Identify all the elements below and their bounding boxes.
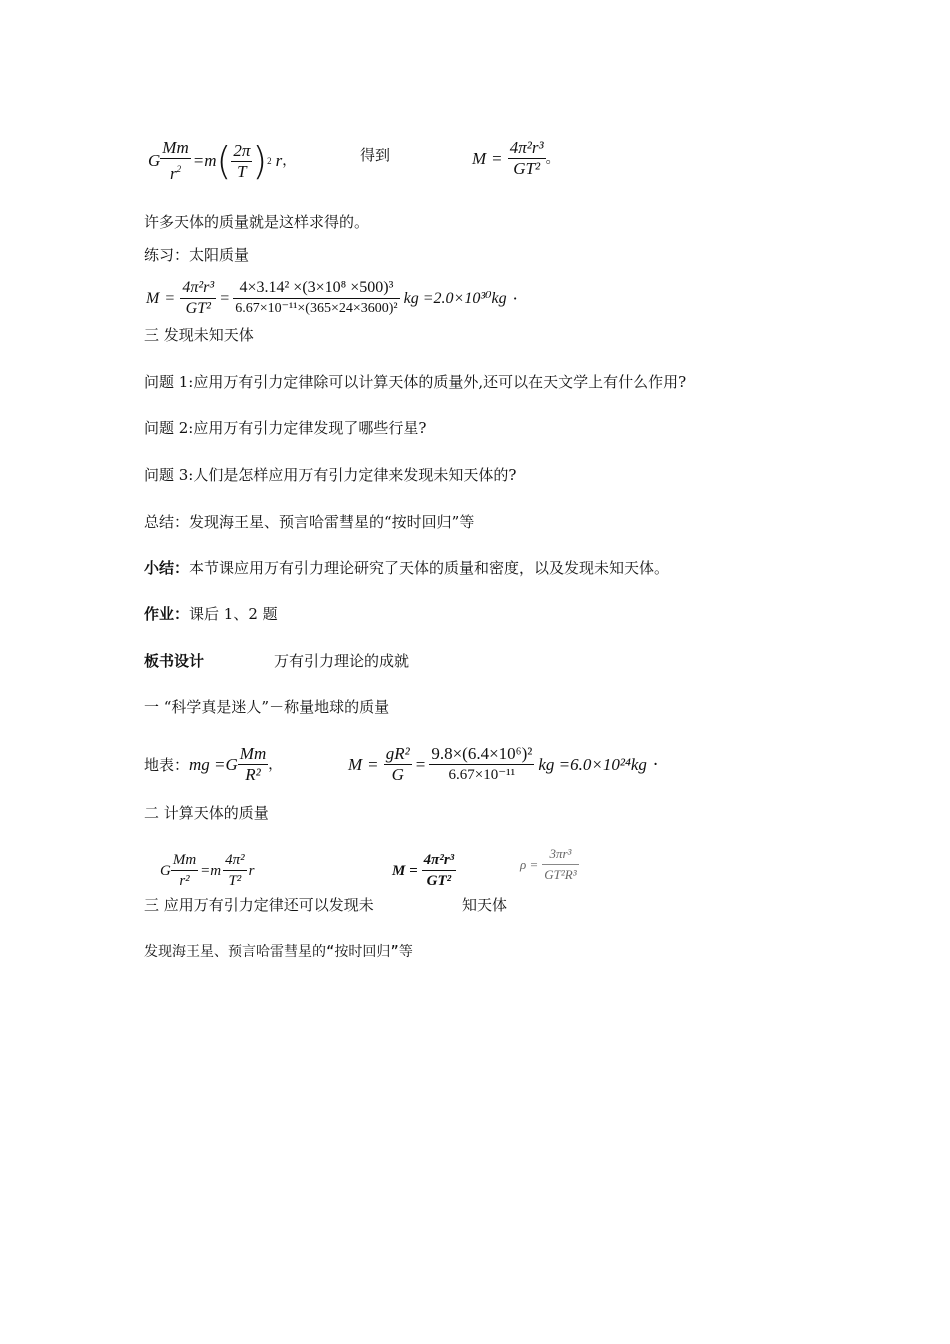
fraction-2pi-T: $\frac{2\pi}{T}$ — [233, 140, 251, 181]
formula-calc-density: ρ = $\frac{\text{3πr³}}{\text{GT²R³}}$ — [520, 846, 577, 882]
fraction-sun-1: $\frac{\text{4π²r³}}{\text{GT²}}$ — [182, 279, 215, 317]
line-many: 许多天体的质量就是这样求得的。 — [144, 213, 370, 231]
question-1: 问题 1:应用万有引力定律除可以计算天体的质量外,还可以在天文学上有什么作用? — [144, 373, 687, 391]
left-paren: ( — [216, 139, 232, 183]
fraction-sun-2: $\frac{\text{4×3.14² ×(3×10⁸ ×500)³}}{\text{6.67×10⁻¹¹×(365×24×3600)²}}$ — [235, 279, 398, 316]
question-3: 问题 3:人们是怎样应用万有引力定律来发现未知天体的? — [144, 466, 517, 484]
homework-text: 课后 1、2 题 — [189, 605, 278, 623]
fraction-earth-2: $\frac{\text{9.8×(6.4×10⁶)²}}{\text{6.67×10⁻¹¹}}$ — [431, 744, 533, 783]
fraction-Mm-r2: $\frac{Mm}{r^2}$ — [162, 138, 189, 183]
formula-calc-gravity: G $\frac{Mm}{\text{r²}}$ =m $\frac{\text{4π²}}{\text{T²}}$ r — [160, 852, 255, 889]
xiaojie-label: 小结： — [144, 559, 190, 577]
summary: 总结：发现海王星、预言哈雷彗星的“按时回归”等 — [144, 513, 475, 531]
homework — [144, 604, 278, 624]
board-item-3a: 三 应用万有引力定律还可以发现未 — [144, 896, 374, 914]
board-item-4: 发现海王星、预言哈雷彗星的“按时回归”等 — [144, 944, 413, 960]
formula-sun-mass: M = $\frac{\text{4π²r³}}{\text{GT²}}$ = $\frac{\text{4×3.14² ×(3×10⁸ ×500)³}}{\text{6.67×10⁻¹¹×(365×24×3600)²}}$ kg =2.0×10³⁰kg · — [146, 279, 518, 317]
xiaojie-text: 本节课应用万有引力理论研究了天体的质量和密度，以及发现未知天体。 — [189, 559, 670, 577]
comma: ， — [282, 153, 297, 169]
line-practice: 练习：太阳质量 — [144, 246, 250, 264]
board-item-3b: 知天体 — [462, 896, 508, 914]
formula-earth-mass: M = $\frac{\text{gR²}}{G}$ = $\frac{\text{9.8×(6.4×10⁶)²}}{\text{6.67×10⁻¹¹}}$ kg =6.0×10²⁴kg · — [348, 744, 659, 784]
section-3-heading: 三 发现未知天体 — [144, 326, 254, 344]
board-item-2: 二 计算天体的质量 — [144, 804, 269, 822]
fraction-Mm-R2: $\frac{Mm}{\text{R²}}$ — [239, 744, 267, 784]
board-item-1: 一 “科学真是迷人”－称量地球的质量 — [144, 698, 390, 716]
symbol-r: r — [275, 151, 283, 170]
eq-m: =m — [192, 151, 217, 170]
right-paren: ) — [252, 139, 268, 183]
formula-mass-result: M = $\frac{\text{4π²r³}}{\text{GT²}}$ 。 — [472, 138, 560, 178]
symbol-G: G — [148, 151, 161, 170]
sun-result: kg =2.0×10³⁰kg — [403, 289, 507, 307]
board-title: 万有引力理论的成就 — [274, 652, 410, 670]
fraction-4pi2r3-GT2: $\frac{\text{4π²r³}}{\text{GT²}}$ — [509, 138, 544, 178]
question-2: 问题 2:应用万有引力定律发现了哪些行星? — [144, 419, 427, 437]
board-label: 板书设计 — [144, 652, 205, 670]
label-get: 得到 — [360, 146, 391, 164]
fraction-earth-1: $\frac{\text{gR²}}{G}$ — [385, 744, 410, 784]
formula-calc-mass: M = $\frac{\text{4π²r³}}{\text{GT²}}$ — [392, 852, 455, 889]
xiaojie — [144, 558, 669, 578]
homework-label: 作业： — [144, 605, 190, 623]
earth-result: kg =6.0×10²⁴kg — [538, 754, 647, 774]
formula-gravity-circular: G $\frac{Mm}{r^2}$ =m ( $\frac{2\pi}{T}$ ) 2 r ， — [148, 138, 297, 183]
formula-earth-surface: 地表： mg =G $\frac{Mm}{\text{R²}}$ ， — [144, 744, 283, 784]
